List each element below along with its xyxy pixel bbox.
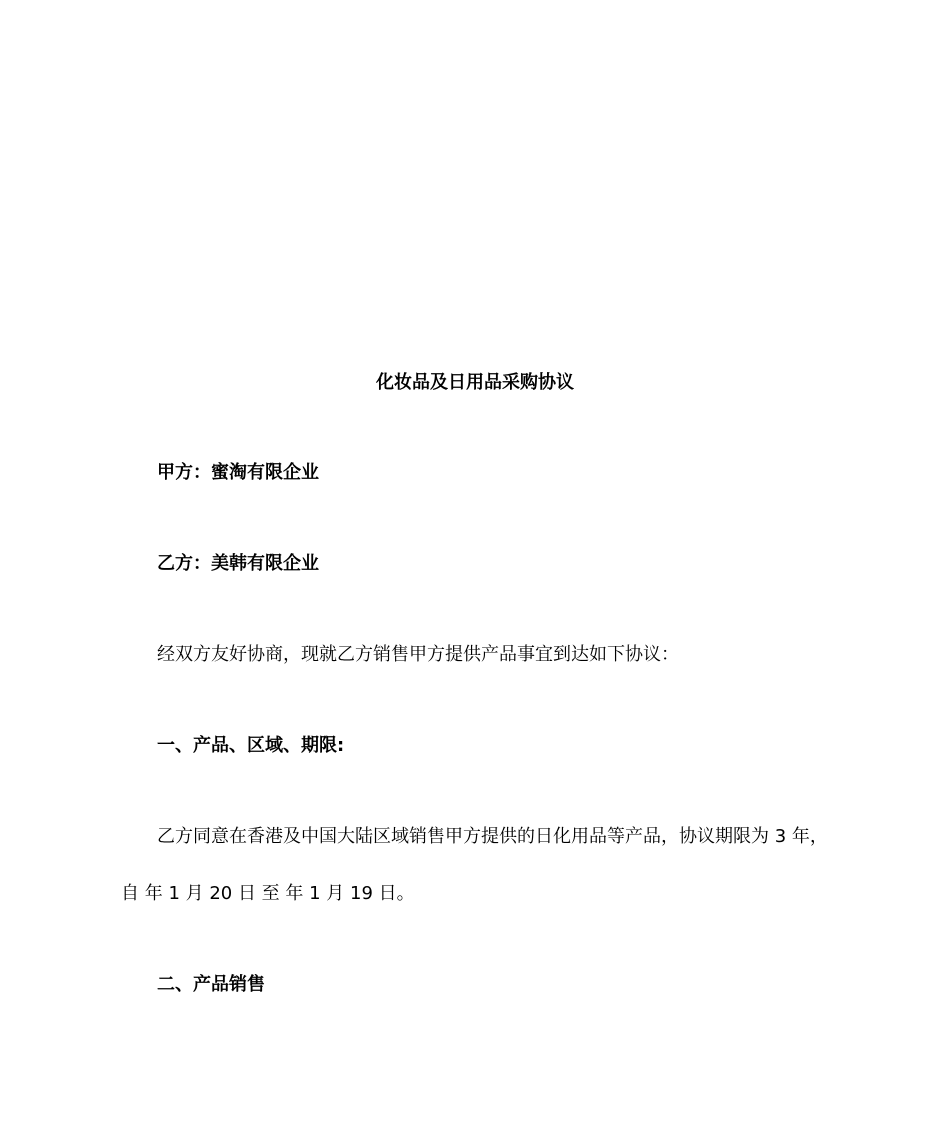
document-title: 化妆品及日用品采购协议	[376, 372, 574, 393]
preamble-paragraph: 经双方友好协商，现就乙方销售甲方提供产品事宜到达如下协议：	[157, 644, 679, 665]
party-b: 乙方：美韩有限企业	[157, 553, 319, 574]
section-1-body-line-2: 自 年 1 月 20 日 至 年 1 月 19 日。	[121, 883, 415, 904]
section-1-heading: 一、产品、区域、期限:	[157, 735, 345, 756]
section-2-heading: 二、产品销售	[157, 974, 265, 995]
section-1-body-line-1: 乙方同意在香港及中国大陆区域销售甲方提供的日化用品等产品，协议期限为 3 年，	[157, 826, 828, 847]
party-a: 甲方：蜜淘有限企业	[157, 462, 319, 483]
